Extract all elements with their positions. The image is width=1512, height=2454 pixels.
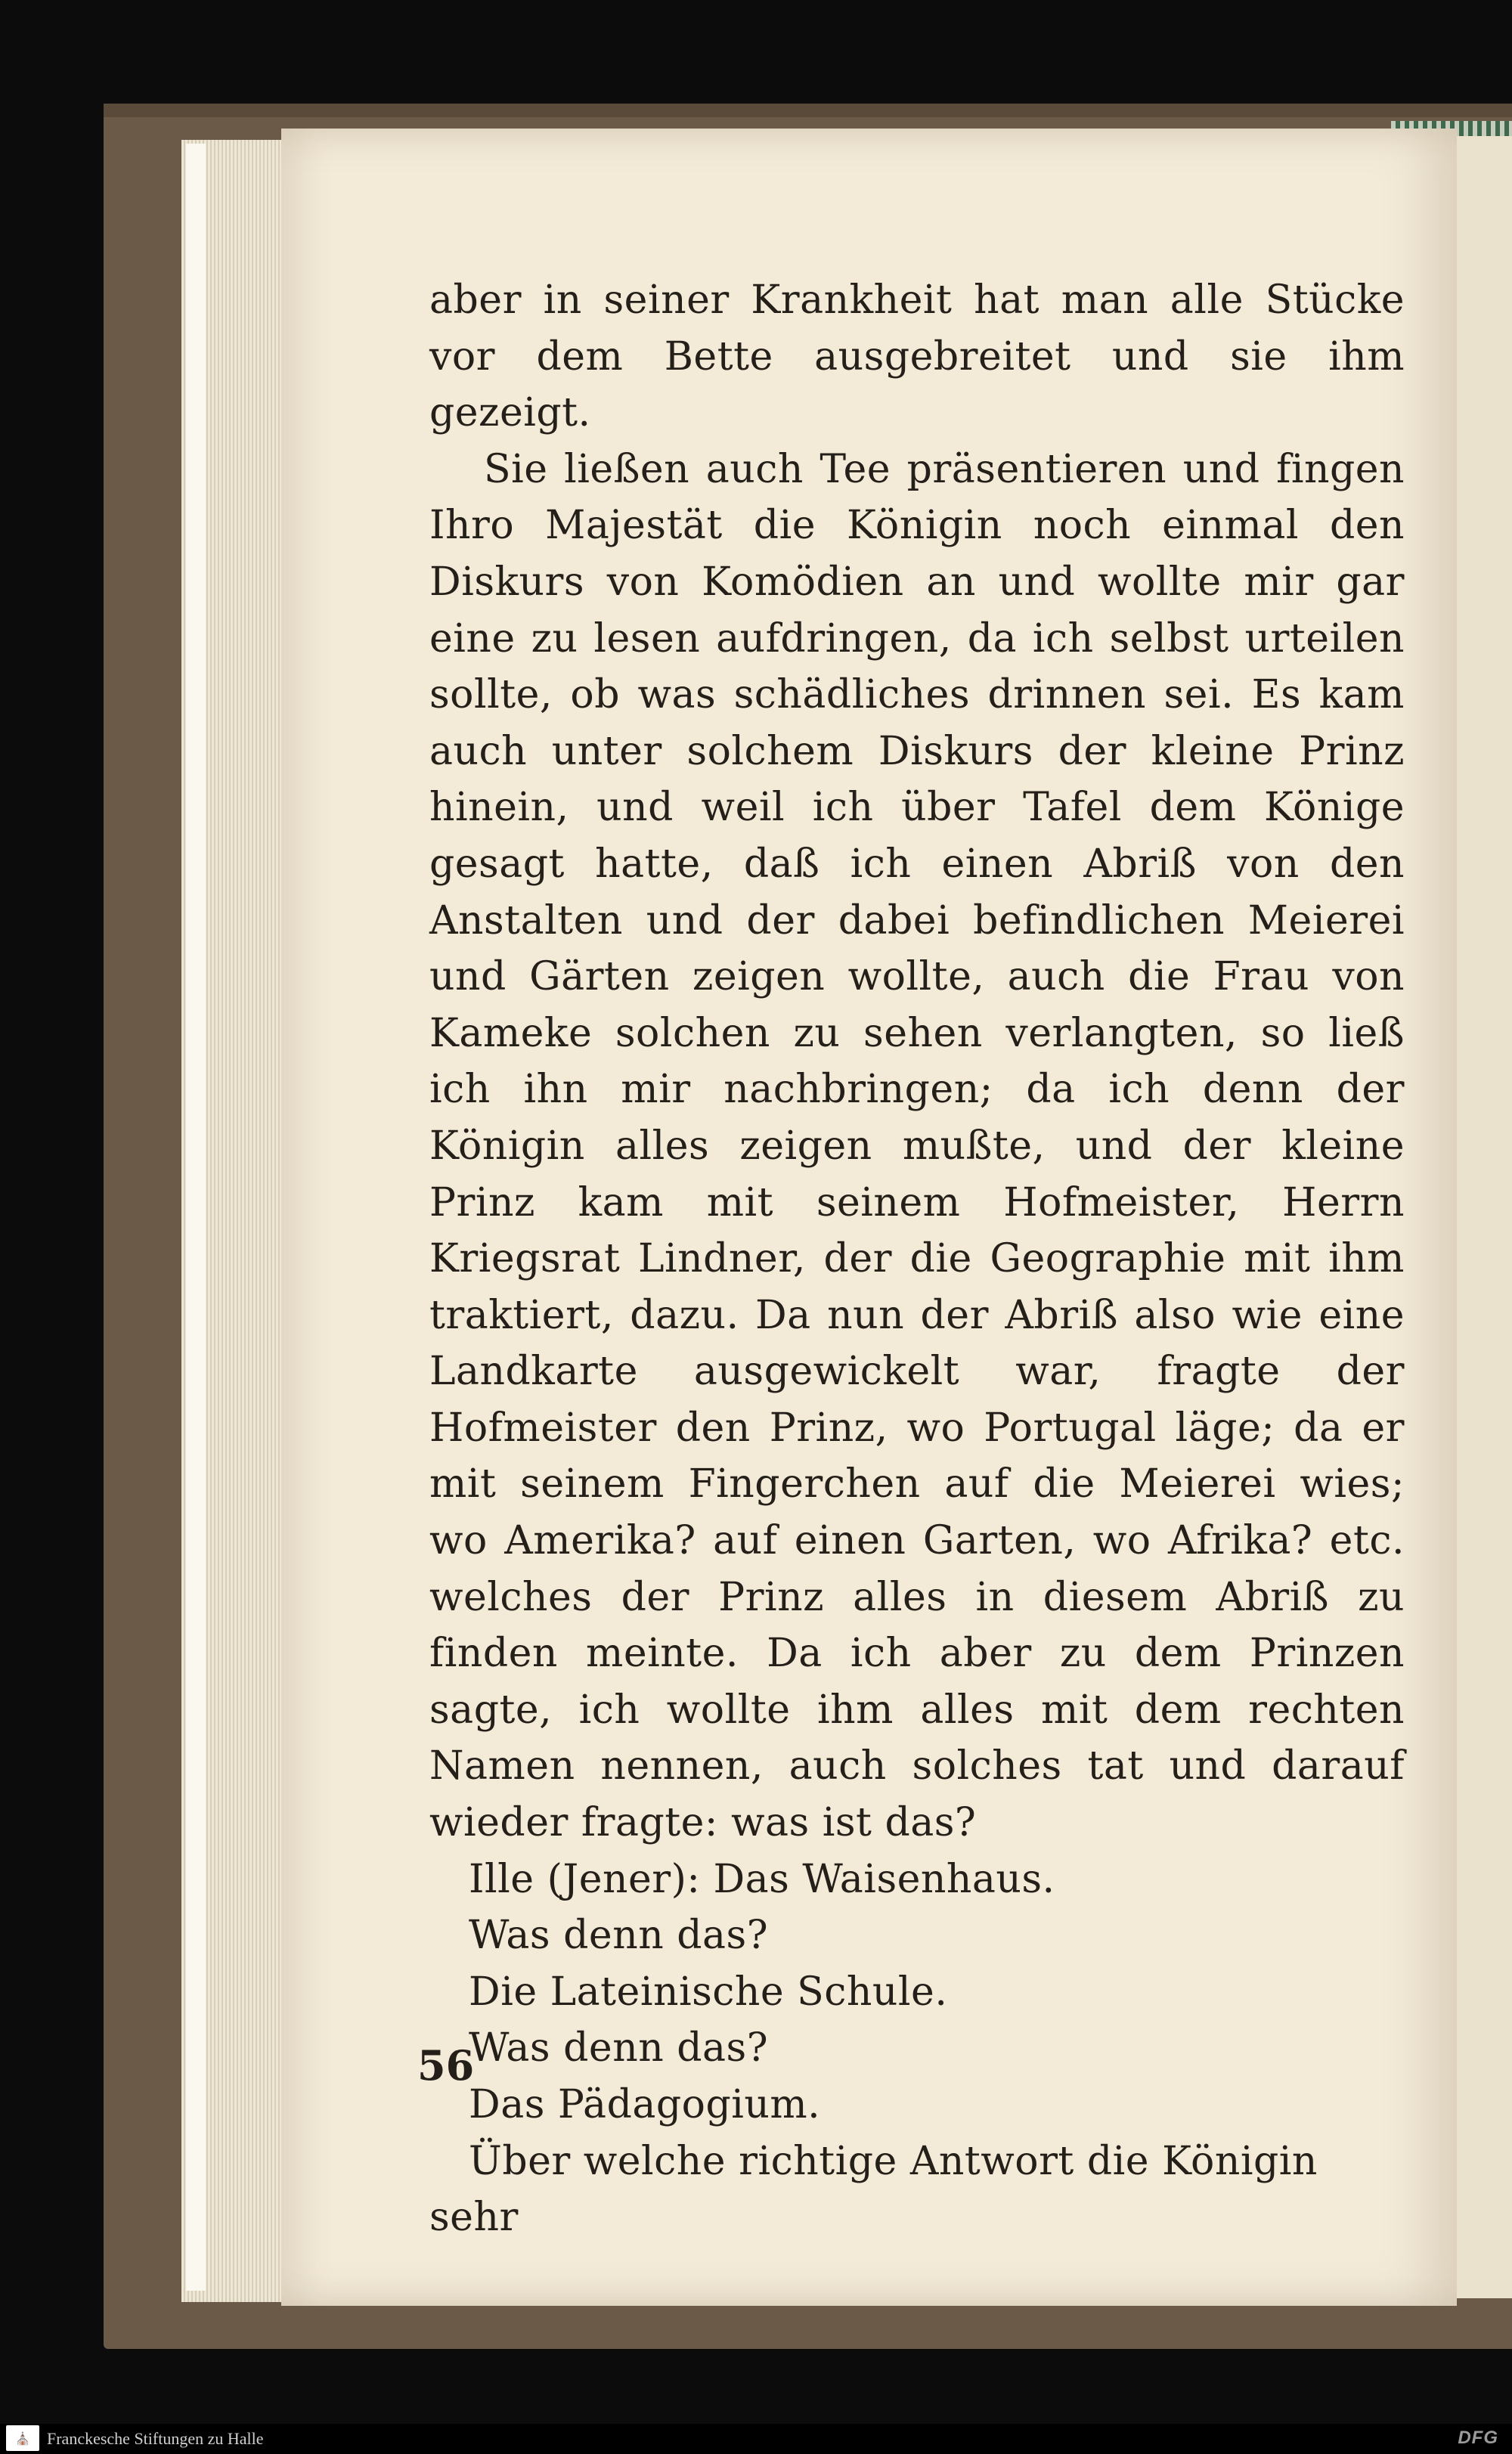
dfg-logo: DFG <box>1458 2428 1498 2448</box>
page-number: 56 <box>417 2041 475 2090</box>
dialog-line-1: Ille (Jener): Das Waisenhaus. <box>469 1856 1055 1902</box>
cover-edge <box>104 104 1512 117</box>
dialog-line-3: Die Lateinische Schule. <box>469 1969 948 2015</box>
source-label: Franckesche Stiftungen zu Halle <box>47 2429 264 2448</box>
page-stack-highlight <box>186 144 206 2291</box>
institution-logo-icon: ⛪ <box>6 2425 39 2451</box>
page-right-edge <box>1455 136 1512 2298</box>
dialog-line-4: Was denn das? <box>469 2025 769 2071</box>
paragraph-2: Sie ließen auch Tee präsentieren und fingen Ihro Majestät die Königin noch einmal den Diskurs von Komödien an und wollte mir gar eine zu lesen aufdringen, da ich selbst urteilen sollte, ob was schädliches drinnen sei. Es kam auch unter solchem Diskurs der kleine Prinz hinein, und weil ich über Tafel dem Könige gesagt hatte, daß ich einen Abriß von den Anstalten und der dabei befindlichen Meierei und Gärten zeigen wollte, auch die Frau von Kameke solchen zu sehen verlangten, so ließ ich ihn mir nachbringen; da ich denn der Königin alles zeigen mußte, und der kleine Prinz kam mit seinem Hofmeister, Herrn Kriegsrat Lindner, der die Geographie mit ihm traktiert, dazu. Da nun der Abriß also wie eine Landkarte ausgewickelt war, fragte der Hofmeister den Prinz, wo Portugal läge; da er mit seinem Fingerchen auf die Meierei wies; wo Amerika? auf einen Garten, wo Afrika? etc. welches der Prinz alles in diesem Abriß zu finden meinte. Da ich aber zu dem Prinzen sagte, ich wollte ihm alles mit dem rechten Namen nennen, auch solches tat und darauf wieder fragte: was ist das? <box>429 446 1405 1846</box>
paragraph-1: aber in seiner Krankheit hat man alle Stücke vor dem Bette ausgebreitet und sie ihm gezeigt. <box>429 277 1405 436</box>
dialog-line-5: Das Pädagogium. <box>469 2082 821 2127</box>
dialog-line-2: Was denn das? <box>469 1913 769 1959</box>
paragraph-last: Über welche richtige Antwort die Königin sehr <box>429 2138 1318 2241</box>
page-text-block <box>429 272 1405 2246</box>
